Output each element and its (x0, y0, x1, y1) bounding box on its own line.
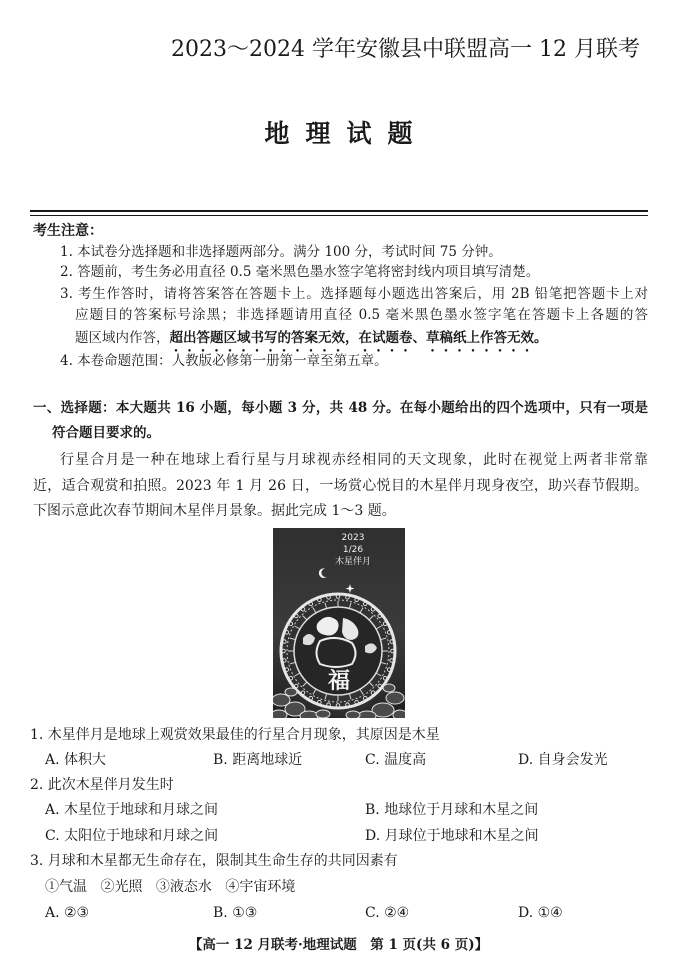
header-divider-thick (30, 210, 648, 212)
exam-title: 2023～2024 学年安徽县中联盟高一 12 月联考 (171, 37, 640, 62)
question-3-option-c: C. ②④ (365, 905, 410, 921)
notice-item-3-emphasis-text: 超出答题区域书写的答案无效，在试题卷、草稿纸上作答无效。 (169, 330, 548, 346)
question-3-choice-2: ②光照 (100, 879, 143, 895)
notice-item-3-plain-text: 题区域内作答， (75, 330, 170, 346)
question-2-stem: 2. 此次木星伴月发生时 (30, 777, 174, 793)
notice-item-3-line-3 (75, 327, 648, 349)
passage-line-2: 近，适合观赏和拍照。2023 年 1 月 26 日，一场赏心悦目的木星伴月现身夜空，助兴春节假期。 (33, 478, 648, 494)
figure-rock-shape (273, 710, 287, 718)
question-1-option-d: D. 自身会发光 (518, 752, 608, 768)
question-3-choices (45, 876, 648, 898)
question-2-option-d: D. 月球位于地球和木星之间 (365, 828, 539, 844)
figure-rock-shape (358, 711, 376, 718)
question-1-stem: 1. 木星伴月是地球上观赏效果最佳的行星合月现象，其原因是木星 (30, 727, 440, 743)
question-1-option-b: B. 距离地球近 (213, 752, 303, 768)
question-3-choice-3: ③液态水 (155, 879, 212, 895)
header-divider-thin (30, 215, 648, 216)
notice-heading: 考生注意： (33, 223, 103, 239)
figure-rock-shape (383, 684, 395, 692)
figure-date-text: 1/26 (342, 545, 364, 555)
question-3-choice-1: ①气温 (45, 879, 87, 895)
papercut-fu-character: 福 (327, 668, 351, 694)
question-2-option-b: B. 地球位于月球和木星之间 (365, 802, 539, 818)
question-2-option-a: A. 木星位于地球和月球之间 (45, 802, 219, 818)
question-1-option-a: A. 体积大 (45, 752, 107, 768)
papercut-medallion (281, 594, 395, 708)
page-footer: 【高一 12 月联考·地理试题 第 1 页(共 6 页)】 (188, 937, 489, 953)
notice-item-3-line-2: 应题目的答案标号涂黑；非选择题请用直径 0.5 毫米黑色墨水签字笔在答题卡上各题的答 (75, 307, 648, 323)
section-heading-line-2: 符合题目要求的。 (52, 425, 160, 441)
question-2-option-c: C. 太阳位于地球和月球之间 (45, 828, 219, 844)
passage-line-3: 下图示意此次春节期间木星伴月景象。据此完成 1～3 题。 (33, 503, 396, 519)
figure-rock-shape (346, 711, 360, 718)
figure-rock-shape (393, 710, 405, 718)
notice-item-1: 1. 本试卷分选择题和非选择题两部分。满分 100 分，考试时间 75 分钟。 (60, 244, 502, 260)
notice-item-3-line-1: 3. 考生作答时，请将答案答在答题卡上。选择题每小题选出答案后，用 2B 铅笔把答题卡上对 (60, 286, 648, 302)
question-3-choice-4: ④宇宙环境 (225, 879, 296, 895)
notice-item-4: 4. 本卷命题范围：人教版必修第一册第一章至第五章。 (60, 353, 388, 369)
notice-item-2: 2. 答题前，考生务必用直径 0.5 毫米黑色墨水签字笔将密封线内项目填写清楚。 (60, 264, 540, 280)
figure-rock-shape (300, 711, 318, 718)
section-heading-line-1: 一、选择题：本大题共 16 小题，每小题 3 分，共 48 分。在每小题给出的四个选项中，只有一项是 (33, 400, 648, 416)
subject-title: 地理试题 (264, 119, 429, 148)
figure-rock-shape (316, 710, 330, 718)
question-3-stem: 3. 月球和木星都无生命存在，限制其生命生存的共同因素有 (30, 853, 398, 869)
jupiter-moon-figure (273, 528, 405, 718)
passage-line-1: 行星合月是一种在地球上看行星与月球视赤经相同的天文现象，此时在视觉上两者非常靠 (60, 452, 648, 468)
question-1-option-c: C. 温度高 (365, 752, 427, 768)
question-3-option-b: B. ①③ (213, 905, 258, 921)
figure-caption-text: 木星伴月 (334, 557, 372, 567)
question-3-option-d: D. ①④ (518, 905, 563, 921)
figure-rock-shape (386, 692, 404, 704)
figure-year-text: 2023 (341, 533, 365, 543)
figure-rock-shape (285, 688, 297, 696)
question-3-option-a: A. ②③ (45, 905, 90, 921)
